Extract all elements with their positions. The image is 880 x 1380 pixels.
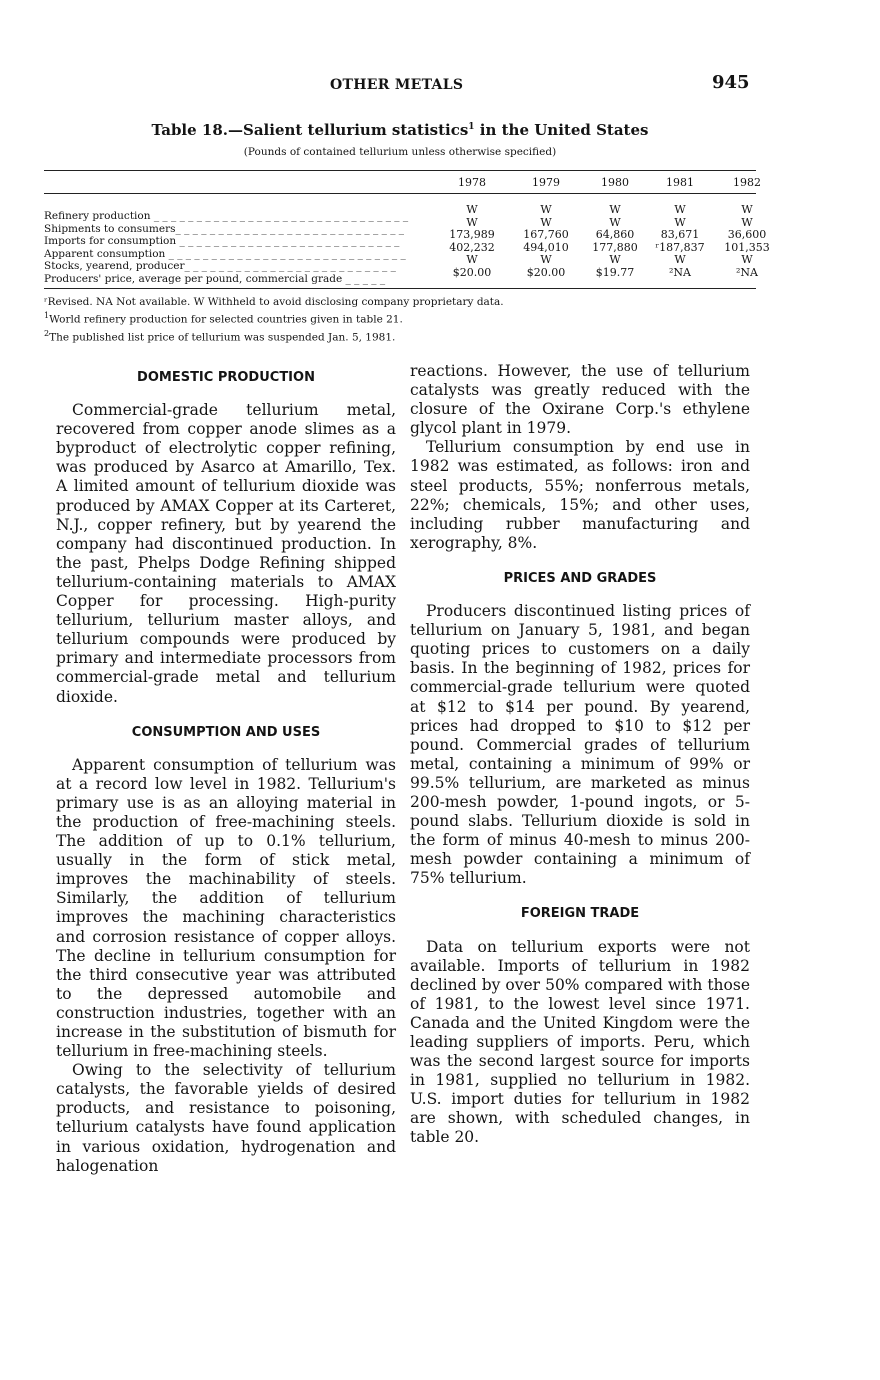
- cell: W: [674, 253, 686, 267]
- footnote-1: $^1$World refinery production for selected countries given in table 21.: [44, 311, 403, 326]
- statistics-table: [44, 170, 770, 289]
- table-title-suffix: in the United States: [474, 121, 649, 139]
- row-label: Refinery production _ _ _ _ _ _ _ _ _ _ _ _ _ _ _ _ _ _ _ _ _ _ _ _ _ _ _ _ _ _: [44, 210, 409, 222]
- cell: ʳ187,837: [655, 240, 705, 254]
- row-labels: [44, 210, 412, 286]
- cell: 402,232: [449, 240, 495, 254]
- cell: W: [609, 215, 621, 229]
- left-column: [56, 362, 396, 1176]
- table-subtitle: (Pounds of contained tellurium unless otherwise specified): [243, 146, 557, 158]
- header-title: OTHER METALS: [330, 77, 464, 93]
- row-label: Shipments to consumers_ _ _ _ _ _ _ _ _ _ _ _ _ _ _ _ _ _ _ _ _ _ _ _ _ _ _: [44, 222, 405, 235]
- heading-prices-and-grades: PRICES AND GRADES: [503, 570, 657, 586]
- cell: W: [466, 215, 478, 229]
- heading-consumption-and-uses: CONSUMPTION AND USES: [131, 724, 321, 740]
- cell: 101,353: [724, 240, 770, 254]
- table-header-row: [44, 171, 761, 193]
- cell: W: [466, 253, 478, 267]
- cell: $20.00: [526, 265, 566, 279]
- paragraph: Producers discontinued listing prices of tellurium on January 5, 1981, and began quoting prices to customers on a daily basis. In the beginning of 1982, prices for commercial-grade tellurium were quoted at $12 to $14 per pound. By yearend, prices had dropped to $10 to $12 per pound. Commercial grades of tellurium metal, containing a minimum of 99% or 99.5% tellurium, are marketed as minus 200-mesh powder, 1-pound ingots, or 5-pound slabs. Tellurium dioxide is sold in the form of minus 40-mesh to minus 200-mesh powder containing a minimum of 75% tellurium.: [410, 602, 750, 888]
- paragraph: reactions. However, the use of tellurium catalysts was greatly reduced with the closure of the Oxirane Corp.'s ethylene glycol plant in 1979.: [410, 362, 750, 438]
- row-label: Producers' price, average per pound, commercial grade _ _ _ _ _: [44, 272, 386, 285]
- values-1980: [579, 204, 651, 280]
- right-column: [410, 362, 750, 1148]
- cell: W: [741, 215, 753, 229]
- year-header-1981: 1981: [666, 176, 694, 189]
- footnote-2: $^2$The published list price of tellurium was suspended Jan. 5, 1981.: [44, 328, 396, 343]
- cell: 64,860: [595, 228, 635, 242]
- row-label: Stocks, yearend, producer_ _ _ _ _ _ _ _ _ _ _ _ _ _ _ _ _ _ _ _ _ _ _ _ _: [44, 260, 396, 273]
- values-1979: [510, 204, 582, 280]
- cell: W: [609, 253, 621, 267]
- values-1981: [644, 204, 716, 280]
- cell: W: [466, 203, 478, 216]
- table-title-main: Table 18.—Salient tellurium statistics: [151, 121, 469, 139]
- paragraph: Apparent consumption of tellurium was at a record low level in 1982. Tellurium's primary use is as an alloying material in the production of free-machining steels. The addition of up to 0.1% tellurium, usually in the form of stick metal, improves the machinability of steels. Similarly, the addition of tellurium improves the machining characteristics and corrosion resistance of copper alloys. The decline in tellurium consumption for the third consecutive year was attributed to the depressed automobile and construction industries, together with an increase in the substitution of bismuth for tellurium in free-machining steels.: [56, 755, 396, 1061]
- paragraph: Owing to the selectivity of tellurium catalysts, the favorable yields of desired products, and resistance to poisoning, tellurium catalysts have found application in various oxidation, hydrogenation and halogenation: [56, 1061, 396, 1175]
- table-bottom-rule: [44, 288, 756, 289]
- cell: 177,880: [592, 240, 638, 254]
- cell: W: [609, 203, 621, 216]
- cell: ²NA: [669, 265, 691, 279]
- values-1982: [711, 204, 783, 280]
- table-body: [44, 194, 770, 288]
- cell: W: [741, 203, 753, 216]
- cell: 173,989: [449, 228, 495, 242]
- cell: 167,760: [523, 228, 569, 242]
- cell: 36,600: [727, 228, 767, 242]
- year-header-1982: 1982: [733, 176, 761, 189]
- heading-foreign-trade: FOREIGN TRADE: [520, 906, 640, 922]
- cell: W: [540, 215, 552, 229]
- cell: W: [540, 253, 552, 267]
- page-number: 945: [712, 72, 750, 93]
- paragraph: Tellurium consumption by end use in 1982 was estimated, as follows: iron and steel products, 55%; nonferrous metals, 22%; chemicals, 15%; and other uses, including rubber manufacturing and xerography, 8%.: [410, 438, 750, 552]
- cell: W: [674, 215, 686, 229]
- table-title-footnote-ref: 1: [468, 122, 475, 132]
- cell: 494,010: [523, 240, 569, 254]
- paragraph: Data on tellurium exports were not available. Imports of tellurium in 1982 declined by over 50% compared with those of 1981, to the lowest level since 1971. Canada and the United Kingdom were the leading suppliers of imports. Peru, which was the second largest source for imports in 1981, supplied no tellurium in 1982. U.S. import duties for tellurium in 1982 are shown, with scheduled changes, in table 20.: [410, 937, 750, 1147]
- cell: W: [674, 203, 686, 216]
- year-header-1980: 1980: [601, 176, 629, 189]
- paragraph: Commercial-grade tellurium metal, recovered from copper anode slimes as a byproduct of electrolytic copper refining, was produced by Asarco at Amarillo, Tex. A limited amount of tellurium dioxide was produced by AMAX Copper at its Carteret, N.J., copper refinery, but by yearend the company had discontinued production. In the past, Phelps Dodge Refining shipped tellurium-containing materials to AMAX Copper for processing. High-purity tellurium, tellurium master alloys, and tellurium compounds were produced by primary and intermediate processors from commercial-grade metal and tellurium dioxide.: [56, 401, 396, 706]
- row-label: Apparent consumption _ _ _ _ _ _ _ _ _ _ _ _ _ _ _ _ _ _ _ _ _ _ _ _ _ _ _ _: [44, 247, 406, 260]
- heading-domestic-production: DOMESTIC PRODUCTION: [137, 370, 315, 385]
- cell: W: [741, 253, 753, 267]
- cell: ²NA: [736, 265, 758, 279]
- year-header-1979: 1979: [532, 176, 560, 189]
- cell: $19.77: [595, 265, 635, 279]
- table-footnotes: [44, 296, 764, 344]
- cell: 83,671: [660, 228, 700, 242]
- year-header-1978: 1978: [458, 176, 486, 189]
- values-1978: [436, 204, 508, 280]
- footnote-revised: ʳRevised. NA Not available. W Withheld to avoid disclosing company proprietary data.: [44, 296, 504, 308]
- row-label: Imports for consumption _ _ _ _ _ _ _ _ _ _ _ _ _ _ _ _ _ _ _ _ _ _ _ _ _ _: [44, 235, 400, 248]
- cell: $20.00: [452, 265, 492, 279]
- table-title: [0, 121, 800, 139]
- cell: W: [540, 203, 552, 216]
